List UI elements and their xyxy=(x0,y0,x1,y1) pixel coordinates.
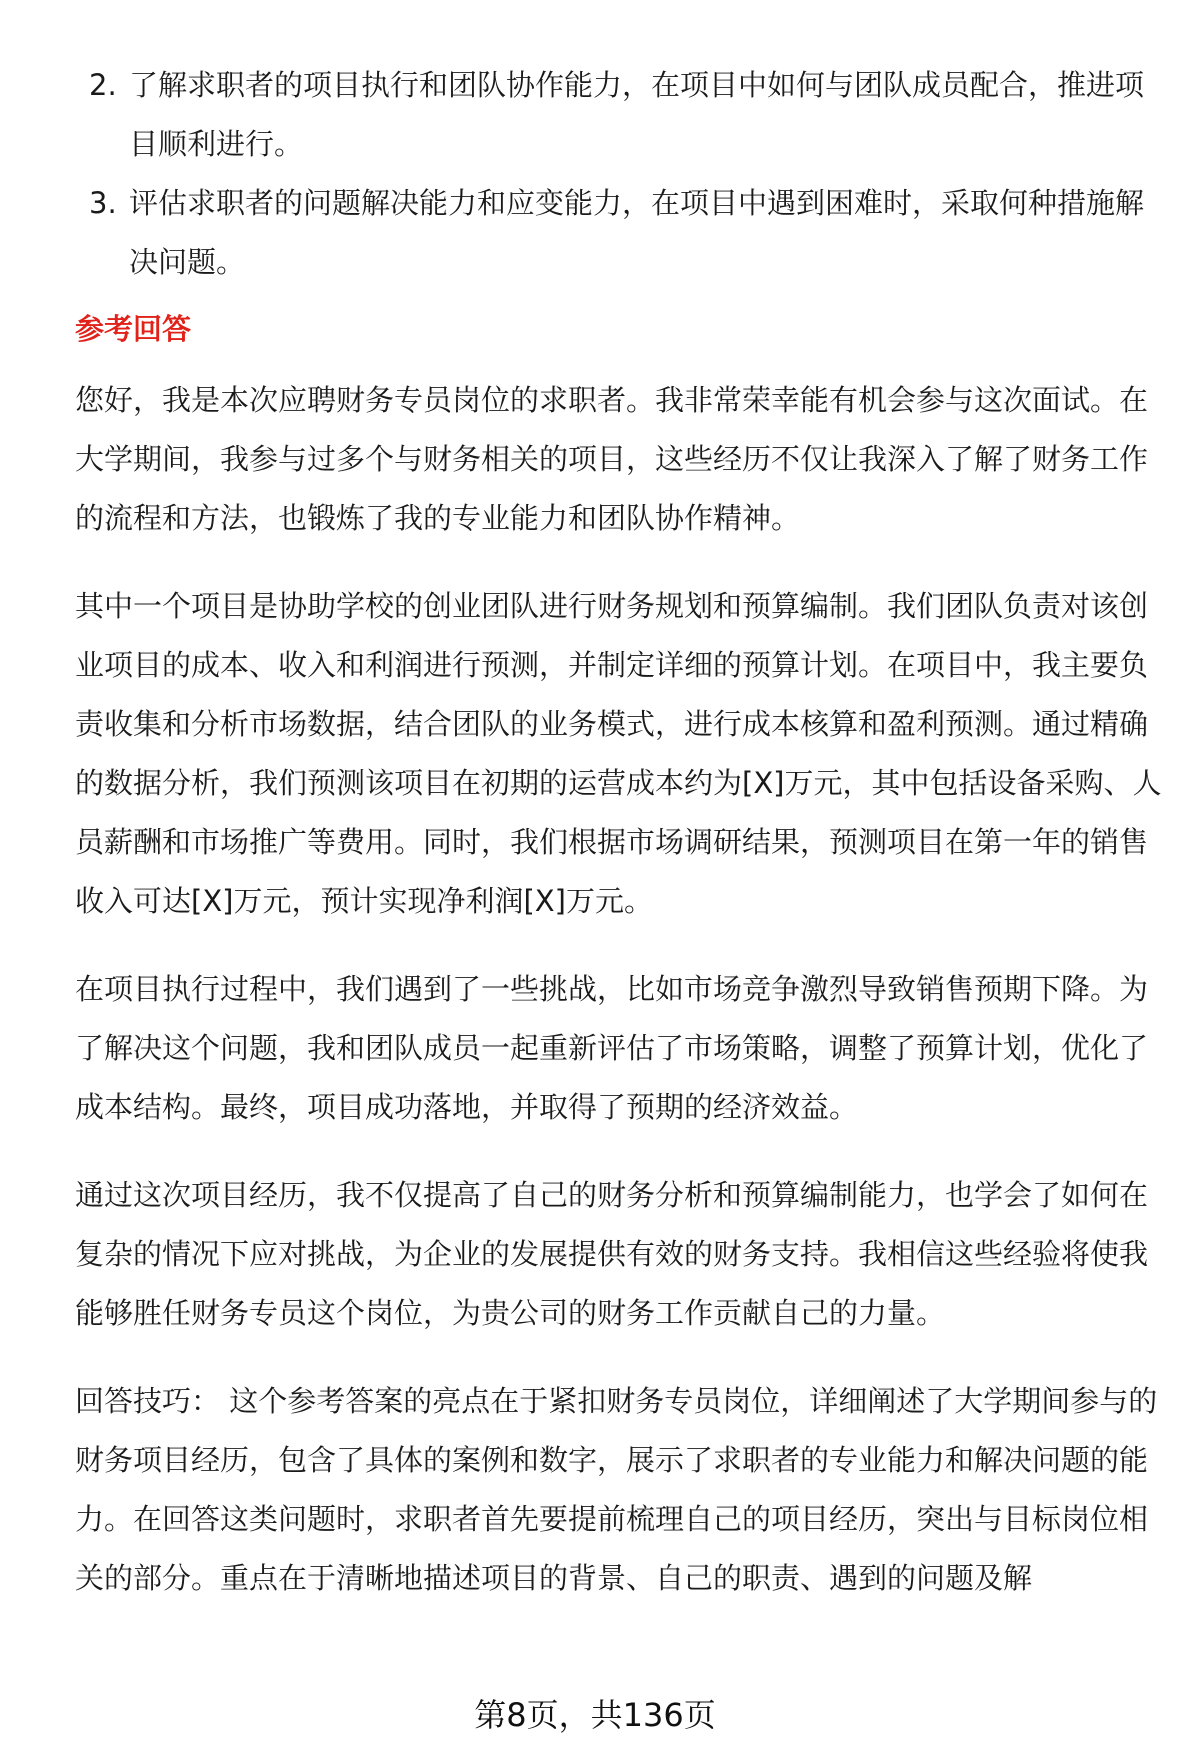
paragraph-conclusion: 通过这次项目经历，我不仅提高了自己的财务分析和预算编制能力，也学会了如何在复杂的情况下应对挑战，为企业的发展提供有效的财务支持。我相信这些经验将使我能够胜任财务专员这个岗位，为贵公司的财务工作贡献自己的力量。 xyxy=(75,1178,1149,1330)
page-content xyxy=(75,56,1165,1637)
paragraph-challenge: 在项目执行过程中，我们遇到了一些挑战，比如市场竞争激烈导致销售预期下降。为了解决这个问题，我和团队成员一起重新评估了市场策略，调整了预算计划，优化了成本结构。最终，项目成功落地，并取得了预期的经济效益。 xyxy=(75,972,1149,1124)
list-item-number: 3. xyxy=(89,186,117,220)
numbered-list xyxy=(75,56,1165,292)
paragraph-tips: 回答技巧： 这个参考答案的亮点在于紧扣财务专员岗位，详细阐述了大学期间参与的财务项目经历，包含了具体的案例和数字，展示了求职者的专业能力和解决问题的能力。在回答这类问题时，求职者首先要提前梳理自己的项目经历，突出与目标岗位相关的部分。重点在于清晰地描述项目的背景、自己的职责、遇到的问题及解 xyxy=(75,1384,1158,1595)
paragraph-project: 其中一个项目是协助学校的创业团队进行财务规划和预算编制。我们团队负责对该创业项目的成本、收入和利润进行预测，并制定详细的预算计划。在项目中，我主要负责收集和分析市场数据，结合团队的业务模式，进行成本核算和盈利预测。通过精确的数据分析，我们预测该项目在初期的运营成本约为[X]万元，其中包括设备采购、人员薪酬和市场推广等费用。同时，我们根据市场调研结果，预测项目在第一年的销售收入可达[X]万元，预计实现净利润[X]万元。 xyxy=(75,589,1162,918)
list-item-text: 了解求职者的项目执行和团队协作能力，在项目中如何与团队成员配合，推进项目顺利进行。 xyxy=(129,68,1145,161)
page-number-footer: 第8页，共136页 xyxy=(474,1696,716,1734)
paragraph-intro: 您好，我是本次应聘财务专员岗位的求职者。我非常荣幸能有机会参与这次面试。在大学期间，我参与过多个与财务相关的项目，这些经历不仅让我深入了解了财务工作的流程和方法，也锻炼了我的专业能力和团队协作精神。 xyxy=(75,383,1149,535)
list-item xyxy=(75,174,1165,292)
reference-answer-heading: 参考回答 xyxy=(75,312,192,346)
list-item-number: 2. xyxy=(89,68,117,102)
list-item xyxy=(75,56,1165,174)
list-item-text: 评估求职者的问题解决能力和应变能力，在项目中遇到困难时，采取何种措施解决问题。 xyxy=(129,186,1145,279)
